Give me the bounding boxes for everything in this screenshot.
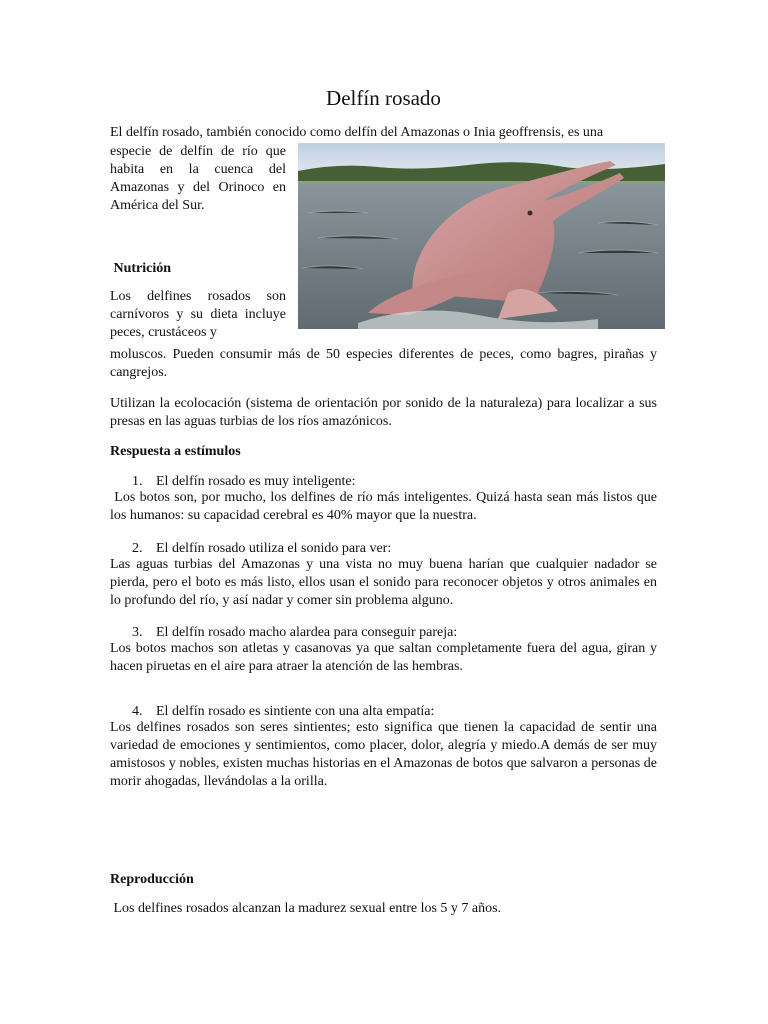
list-number: 4. bbox=[132, 704, 143, 719]
list-item-title-text: El delfín rosado es sintiente con una alta empatía: bbox=[156, 704, 435, 719]
dolphin-image bbox=[298, 143, 665, 329]
list-item-text: Los botos son, por mucho, los delfines de río más inteligentes. Quizá hasta sean más listos que los humanos: su capacidad cerebral es 40% mayor que la nuestra. bbox=[110, 490, 661, 523]
stimuli-heading: Respuesta a estímulos bbox=[110, 444, 241, 459]
echolocation-paragraph: Utilizan la ecolocación (sistema de orientación por sonido de la naturaleza) para localizar a sus presas en las aguas turbias de los ríos amazónicos. bbox=[110, 396, 657, 429]
nutrition-paragraph-wrapped: Los delfines rosados son carnívoros y su dieta incluye peces, crustáceos y bbox=[110, 289, 286, 340]
list-item-text: Los delfines rosados son seres sintientes; esto significa que tienen la capacidad de sentir una variedad de emociones y sentimientos, como placer, dolor, alegría y miedo.A demás de ser muy amistosos y nobles, existen muchas historias en el Amazonas de botos que salvaron a personas de morir ahogadas, llevándolas a la orilla. bbox=[110, 720, 657, 789]
list-item-text: Las aguas turbias del Amazonas y una vista no muy buena harían que cualquier nadador se pierda, pero el boto es más listo, ellos usan el sonido para reconocer objetos y otros animales en lo profundo del río, y así nadar y comer sin problema alguno. bbox=[110, 557, 657, 608]
list-item-title-text: El delfín rosado es muy inteligente: bbox=[156, 474, 356, 489]
list-number: 3. bbox=[132, 625, 143, 640]
reproduction-paragraph: Los delfines rosados alcanzan la madurez sexual entre los 5 y 7 años. bbox=[110, 901, 502, 916]
list-item-text: Los botos machos son atletas y casanovas ya que saltan completamente fuera del agua, giran y hacen piruetas en el aire para atraer la atención de las hembras. bbox=[110, 641, 657, 674]
list-number: 1. bbox=[132, 474, 143, 489]
list-number: 2. bbox=[132, 541, 143, 556]
nutrition-paragraph-continued: moluscos. Pueden consumir más de 50 especies diferentes de peces, como bagres, pirañas y cangrejos. bbox=[110, 347, 657, 380]
intro-paragraph: especie de delfín de río que habita en la cuenca del Amazonas y del Orinoco en América del Sur. bbox=[110, 144, 286, 213]
page-title: Delfín rosado bbox=[326, 86, 441, 110]
list-item-title-text: El delfín rosado macho alardea para conseguir pareja: bbox=[156, 625, 458, 640]
pink-dolphin-photo bbox=[298, 143, 665, 329]
list-item-title-text: El delfín rosado utiliza el sonido para ver: bbox=[156, 541, 392, 556]
nutrition-heading: Nutrición bbox=[110, 261, 172, 276]
reproduction-heading: Reproducción bbox=[110, 872, 194, 887]
intro-first-line: El delfín rosado, también conocido como delfín del Amazonas o Inia geoffrensis, es una bbox=[110, 125, 604, 140]
